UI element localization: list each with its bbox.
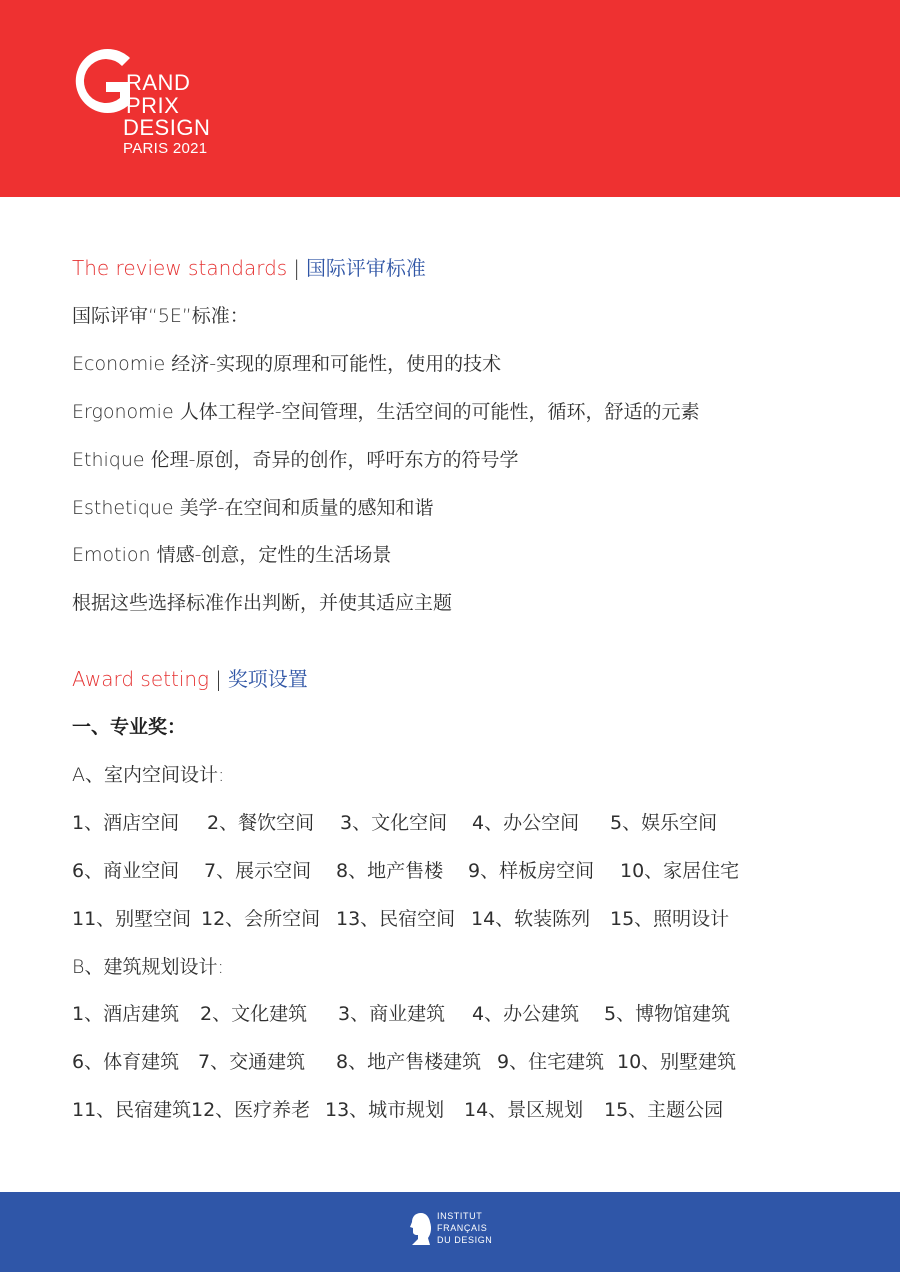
group-b-title: B、建筑规划设计: [72,956,224,978]
list-item: 1、酒店建筑 [72,1003,180,1025]
institute-line-1: INSTITUT [437,1211,483,1221]
review-conclusion: 根据这些选择标准作出判断，并使其适应主题 [72,592,453,614]
group-a-title: A、室内空间设计: [72,764,225,786]
list-item: 1、酒店空间 [72,812,180,834]
review-item-ergonomie: Ergonomie 人体工程学-空间管理，生活空间的可能性，循环，舒适的元素 [72,401,700,423]
logo-line-2: PRIX [126,93,180,118]
list-item: 11、民宿建筑 [72,1099,192,1121]
list-item: 2、餐饮空间 [207,812,315,834]
list-item: 11、别墅空间 [72,908,192,930]
list-item: 13、城市规划 [325,1099,445,1121]
logo-line-4: PARIS 2021 [123,140,208,157]
list-item: 15、照明设计 [610,908,730,930]
review-heading-en: The review standards [72,256,288,280]
review-heading-cn: 国际评审标准 [305,256,426,280]
list-item: 12、医疗养老 [191,1099,311,1121]
list-item: 5、博物馆建筑 [604,1003,731,1025]
professional-award-title: 一、专业奖： [72,716,187,738]
list-item: 8、地产售楼 [336,860,444,882]
list-item: 5、娱乐空间 [610,812,718,834]
footer-banner [0,1192,900,1272]
list-item: 13、民宿空间 [336,908,456,930]
list-item: 9、住宅建筑 [497,1051,605,1073]
list-item: 6、商业空间 [72,860,180,882]
list-item: 14、软装陈列 [471,908,591,930]
list-item: 6、体育建筑 [72,1051,180,1073]
institut-francais-du-design-logo [408,1208,508,1258]
list-item: 10、别墅建筑 [617,1051,737,1073]
award-heading [72,667,308,691]
list-item: 4、办公空间 [472,812,580,834]
institute-line-2: FRANÇAIS [437,1223,488,1233]
list-item: 7、交通建筑 [198,1051,306,1073]
review-heading [72,256,426,280]
logo-line-1: RAND [126,70,191,95]
profile-head-icon [408,1212,432,1246]
list-item: 10、家居住宅 [620,860,740,882]
header-banner [0,0,900,197]
review-item-esthetique: Esthetique 美学-在空间和质量的感知和谐 [72,497,434,519]
list-item: 3、文化空间 [340,812,448,834]
list-item: 12、会所空间 [201,908,321,930]
list-item: 2、文化建筑 [200,1003,308,1025]
list-item: 8、地产售楼建筑 [336,1051,482,1073]
institute-name [437,1210,492,1246]
review-item-economie: Economie 经济-实现的原理和可能性，使用的技术 [72,353,502,375]
review-heading-separator: | [293,256,300,280]
award-heading-cn: 奖项设置 [227,667,308,691]
list-item: 15、主题公园 [604,1099,724,1121]
review-item-ethique: Ethique 伦理-原创，奇异的创作，呼吁东方的符号学 [72,449,519,471]
award-heading-separator: | [215,667,222,691]
grand-prix-design-logo [66,44,236,164]
award-heading-en: Award setting [72,667,210,691]
list-item: 7、展示空间 [204,860,312,882]
list-item: 3、商业建筑 [338,1003,446,1025]
institute-line-3: DU DESIGN [437,1235,493,1245]
review-item-emotion: Emotion 情感-创意，定性的生活场景 [72,544,392,566]
list-item: 9、样板房空间 [468,860,595,882]
review-intro: 国际评审“5E”标准： [72,305,249,327]
list-item: 4、办公建筑 [472,1003,580,1025]
list-item: 14、景区规划 [464,1099,584,1121]
logo-line-3: DESIGN [123,115,211,140]
